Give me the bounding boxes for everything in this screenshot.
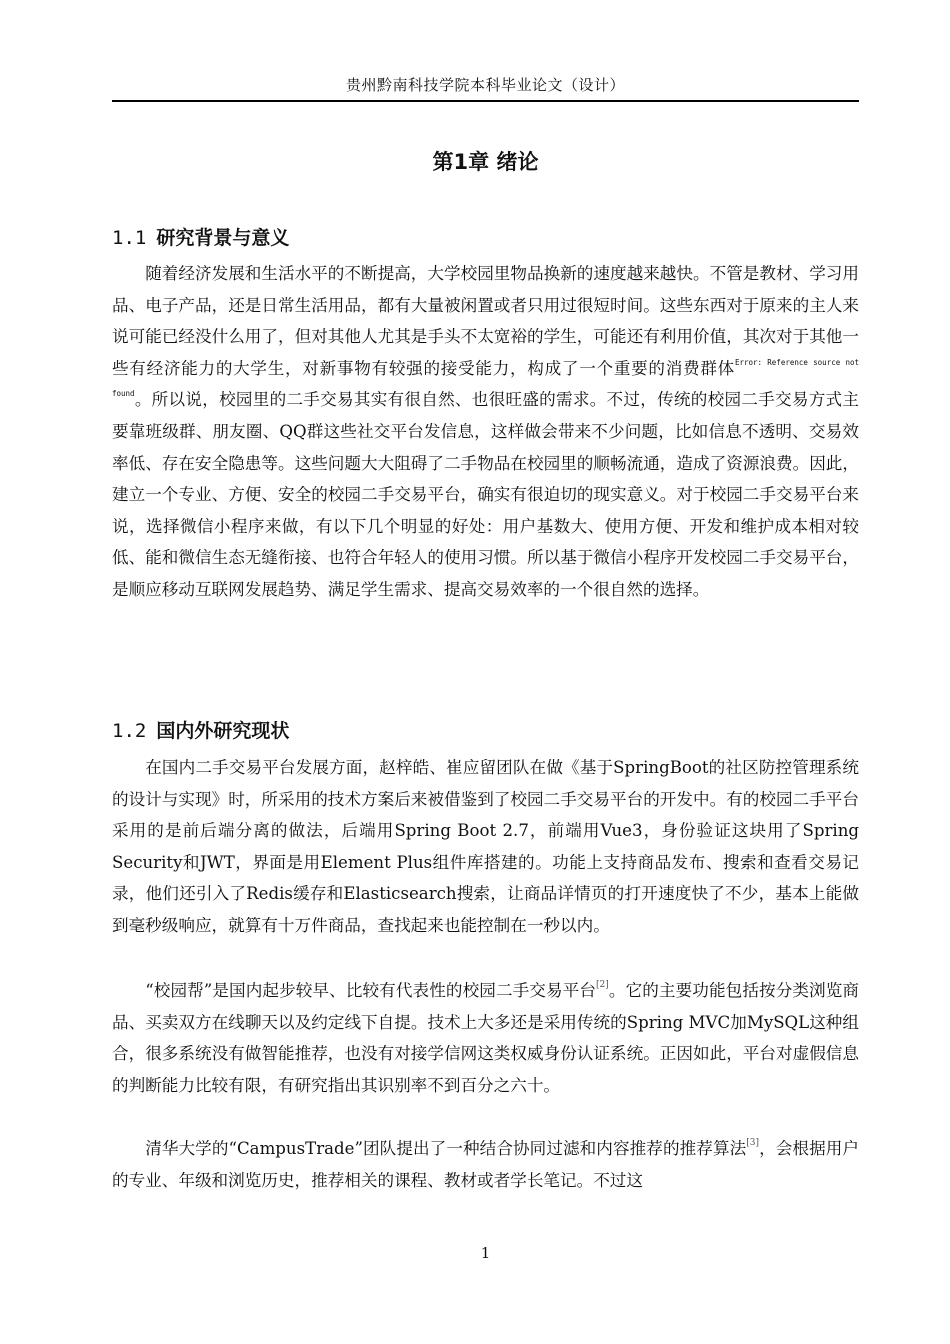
section-number: 1.1 bbox=[112, 227, 147, 249]
paragraph-text: ，会根据用户的专业、年级和浏览历史，推荐相关的课程、教材或者学长笔记。不过这 bbox=[112, 1139, 860, 1190]
header-rule bbox=[112, 100, 859, 102]
citation-marker: [3] bbox=[746, 1138, 760, 1148]
paragraph-text: “校园帮”是国内起步较早、比较有代表性的校园二手交易平台 bbox=[145, 981, 597, 1000]
paragraph-text: 。它的主要功能包括按分类浏览商品、买卖双方在线聊天以及约定线下自提。技术上大多还是采用传统的Spring MVC加MySQL这种组合，很多系统没有做智能推荐，也没有对接学信网这类权威身份认证系统。正因如此，平台对虚假信息的判断能力比较有限，有研究指出其识别率不到百分之六十。 bbox=[112, 981, 860, 1095]
page-number: 1 bbox=[480, 1244, 491, 1262]
paragraph-text: 。所以说，校园里的二手交易其实有很自然、也很旺盛的需求。不过，传统的校园二手交易方式主要靠班级群、朋友圈、QQ群这些社交平台发信息，这样做会带来不少问题，比如信息不透明、交易效率低、存在安全隐患等。这些问题大大阻碍了二手物品在校园里的顺畅流通，造成了资源浪费。因此，建立一个专业、方便、安全的校园二手交易平台，确实有很迫切的现实意义。对于校园二手交易平台来说，选择微信小程序来做，有以下几个明显的好处：用户基数大、使用方便、开发和维护成本相对较低、能和微信生态无缝衔接、也符合年轻人的使用习惯。所以基于微信小程序开发校园二手交易平台，是顺应移动互联网发展趋势、满足学生需求、提高交易效率的一个很自然的选择。 bbox=[112, 390, 859, 599]
body-paragraph bbox=[112, 258, 859, 606]
page-header: 贵州黔南科技学院本科毕业论文（设计） bbox=[345, 76, 625, 94]
section-heading bbox=[112, 716, 289, 743]
body-paragraph bbox=[112, 1133, 859, 1196]
section-title: 研究背景与意义 bbox=[156, 227, 290, 249]
reference-error-marker: Error: Reference source not found bbox=[112, 357, 859, 399]
section-number: 1.2 bbox=[112, 720, 147, 742]
body-paragraph bbox=[112, 975, 859, 1101]
chapter-title: 第1章 绪论 bbox=[432, 150, 539, 174]
paragraph-text: 清华大学的“CampusTrade”团队提出了一种结合协同过滤和内容推荐的推荐算法 bbox=[145, 1139, 747, 1158]
section-heading bbox=[112, 223, 289, 250]
body-paragraph: 在国内二手交易平台发展方面，赵梓皓、崔应留团队在做《基于SpringBoot的社区防控管理系统的设计与实现》时，所采用的技术方案后来被借鉴到了校园二手交易平台的开发中。有的校园二手平台采用的是前后端分离的做法，后端用Spring Boot 2.7，前端用Vue3，身份验证这块用了Spring Security和JWT，界面是用Element Plus组件库搭建的。功能上支持商品发布、搜索和查看交易记录，他们还引入了Redis缓存和Elasticsearch搜索，让商品详情页的打开速度快了不少，基本上能做到毫秒级响应，就算有十万件商品，查找起来也能控制在一秒以内。 bbox=[112, 758, 860, 935]
citation-marker: [2] bbox=[596, 980, 609, 990]
paragraph-text: 随着经济发展和生活水平的不断提高，大学校园里物品换新的速度越来越快。不管是教材、学习用品、电子产品，还是日常生活用品，都有大量被闲置或者只用过很短时间。这些东西对于原来的主人来说可能已经没什么用了，但对其他人尤其是手头不太宽裕的学生，可能还有利用价值，其次对于其他一些有经济能力的大学生，对新事物有较强的接受能力，构成了一个重要的消费群体 bbox=[112, 264, 859, 378]
section-title: 国内外研究现状 bbox=[156, 720, 290, 742]
